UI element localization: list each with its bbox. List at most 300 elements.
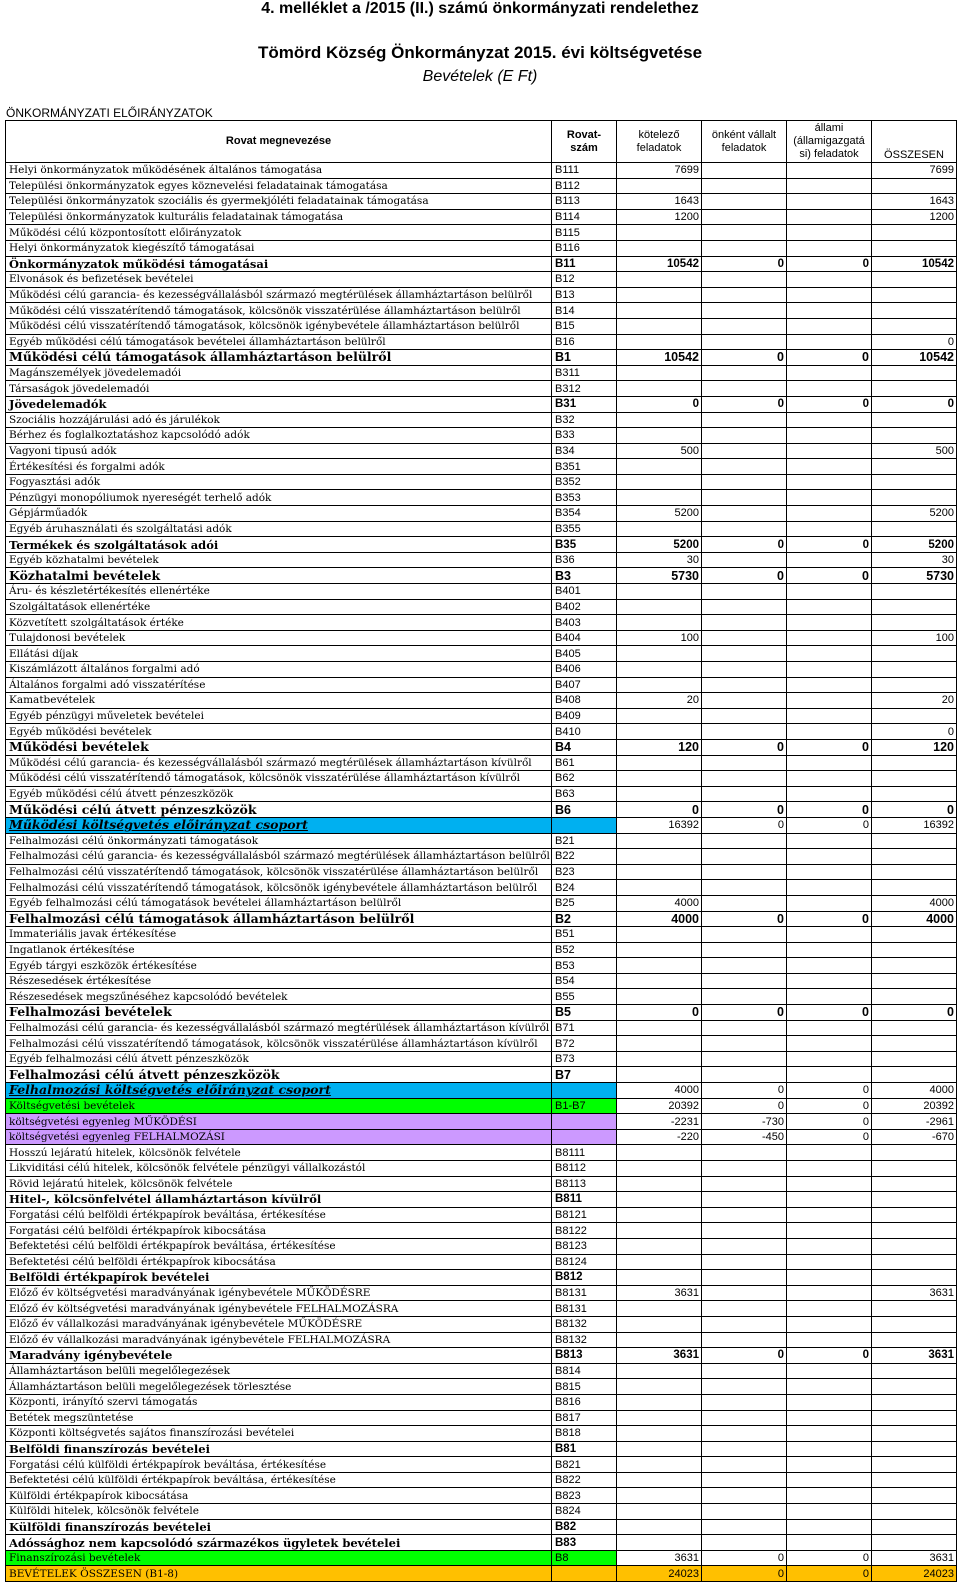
row-state: 0 <box>787 1550 872 1566</box>
row-voluntary: 0 <box>702 396 787 412</box>
row-voluntary <box>702 1504 787 1520</box>
row-name: Fogyasztási adók <box>6 474 552 490</box>
row-voluntary <box>702 927 787 943</box>
row-code <box>552 1129 617 1145</box>
row-mandatory <box>617 1535 702 1551</box>
row-mandatory <box>617 240 702 256</box>
table-row <box>6 880 957 896</box>
row-code: B53 <box>552 958 617 974</box>
row-code: B401 <box>552 584 617 600</box>
table-row <box>6 1207 957 1223</box>
row-voluntary <box>702 786 787 802</box>
row-mandatory <box>617 755 702 771</box>
row-state <box>787 880 872 896</box>
row-name: Egyéb működési célú átvett pénzeszközök <box>6 786 552 802</box>
row-voluntary <box>702 1067 787 1083</box>
table-row <box>6 334 957 350</box>
row-mandatory <box>617 1332 702 1348</box>
row-code: B8111 <box>552 1145 617 1161</box>
row-mandatory: 0 <box>617 802 702 818</box>
row-code: B63 <box>552 786 617 802</box>
row-state <box>787 1457 872 1473</box>
row-mandatory <box>617 1036 702 1052</box>
annex-title: 4. melléklet a /2015 (II.) számú önkormányzati rendelethez <box>261 0 699 17</box>
row-total <box>872 1176 957 1192</box>
row-code: B406 <box>552 662 617 678</box>
row-total <box>872 755 957 771</box>
row-mandatory <box>617 942 702 958</box>
row-state <box>787 1020 872 1036</box>
row-code <box>552 1566 617 1582</box>
row-total <box>872 1394 957 1410</box>
page-title: Tömörd Község Önkormányzat 2015. évi költségvetése <box>257 43 703 62</box>
row-code: B814 <box>552 1363 617 1379</box>
row-code: B354 <box>552 506 617 522</box>
row-voluntary <box>702 895 787 911</box>
row-mandatory <box>617 521 702 537</box>
row-total: 10542 <box>872 256 957 272</box>
row-state: 0 <box>787 739 872 755</box>
row-total <box>872 771 957 787</box>
row-state <box>787 1379 872 1395</box>
row-total: 24023 <box>872 1566 957 1582</box>
row-voluntary <box>702 194 787 210</box>
row-code: B8121 <box>552 1207 617 1223</box>
table-row <box>6 303 957 319</box>
row-state <box>787 1207 872 1223</box>
row-state <box>787 708 872 724</box>
row-voluntary <box>702 334 787 350</box>
row-state <box>787 1270 872 1286</box>
row-total <box>872 1535 957 1551</box>
row-voluntary: 0 <box>702 1083 787 1099</box>
row-voluntary: 0 <box>702 739 787 755</box>
row-mandatory: 20392 <box>617 1098 702 1114</box>
row-total: 0 <box>872 802 957 818</box>
row-code: B52 <box>552 942 617 958</box>
table-row <box>6 1379 957 1395</box>
row-mandatory <box>617 365 702 381</box>
row-name: Közvetített szolgáltatások értéke <box>6 615 552 631</box>
row-voluntary <box>702 662 787 678</box>
row-code: B113 <box>552 194 617 210</box>
table-row <box>6 615 957 631</box>
row-code: B408 <box>552 693 617 709</box>
row-voluntary <box>702 318 787 334</box>
row-voluntary <box>702 1036 787 1052</box>
column-header-mandatory: kötelező feladatok <box>617 121 702 163</box>
table-row <box>6 942 957 958</box>
row-state <box>787 194 872 210</box>
row-mandatory <box>617 1472 702 1488</box>
row-code: B8112 <box>552 1161 617 1177</box>
row-voluntary <box>702 1161 787 1177</box>
row-state <box>787 1394 872 1410</box>
row-total: 30 <box>872 552 957 568</box>
row-total <box>872 599 957 615</box>
row-total <box>872 474 957 490</box>
row-code <box>552 1114 617 1130</box>
row-mandatory <box>617 615 702 631</box>
row-total <box>872 225 957 241</box>
row-state: 0 <box>787 396 872 412</box>
row-total: 5730 <box>872 568 957 584</box>
table-row <box>6 662 957 678</box>
row-name: Finanszírozási bevételek <box>6 1550 552 1566</box>
row-state: 0 <box>787 817 872 833</box>
row-mandatory <box>617 225 702 241</box>
table-row <box>6 1441 957 1457</box>
row-mandatory: 20 <box>617 693 702 709</box>
row-voluntary <box>702 428 787 444</box>
row-state <box>787 412 872 428</box>
row-state <box>787 771 872 787</box>
row-voluntary: 0 <box>702 350 787 366</box>
row-total <box>872 1270 957 1286</box>
row-voluntary <box>702 1192 787 1208</box>
row-name: Forgatási célú belföldi értékpapírok beváltása, értékesítése <box>6 1207 552 1223</box>
row-state <box>787 490 872 506</box>
row-name: Ellátási díjak <box>6 646 552 662</box>
row-code: B816 <box>552 1394 617 1410</box>
row-state <box>787 833 872 849</box>
row-name: Hitel-, kölcsönfelvétel államháztartáson kívülről <box>6 1192 552 1208</box>
row-code <box>552 1083 617 1099</box>
row-mandatory: 3631 <box>617 1550 702 1566</box>
row-name: Jövedelemadók <box>6 396 552 412</box>
row-total <box>872 1223 957 1239</box>
row-name: Felhalmozási célú garancia- és kezességvállalásból származó megtérülések államháztartáson kívülről <box>6 1020 552 1036</box>
row-voluntary <box>702 178 787 194</box>
row-name: Likviditási célú hitelek, kölcsönök felvétele pénzügyi vállalkozástól <box>6 1161 552 1177</box>
row-total <box>872 1254 957 1270</box>
row-mandatory <box>617 474 702 490</box>
row-code: B355 <box>552 521 617 537</box>
row-code: B8132 <box>552 1332 617 1348</box>
table-row <box>6 1254 957 1270</box>
row-mandatory <box>617 708 702 724</box>
row-total <box>872 849 957 865</box>
row-name: Gépjárműadók <box>6 506 552 522</box>
row-name: Központi költségvetés sajátos finanszírozási bevételei <box>6 1426 552 1442</box>
row-state: 0 <box>787 256 872 272</box>
row-name: Belföldi értékpapírok bevételei <box>6 1270 552 1286</box>
row-state <box>787 1535 872 1551</box>
table-row <box>6 1129 957 1145</box>
row-name: Egyéb közhatalmi bevételek <box>6 552 552 568</box>
row-state <box>787 334 872 350</box>
row-name: Külföldi hitelek, kölcsönök felvétele <box>6 1504 552 1520</box>
row-name: Működési célú garancia- és kezességvállalásból származó megtérülések államháztartáson belülről <box>6 287 552 303</box>
table-row <box>6 209 957 225</box>
row-code: B82 <box>552 1519 617 1535</box>
row-mandatory <box>617 724 702 740</box>
row-name: Előző év vállalkozási maradványának igénybevétele MŰKÖDÉSRE <box>6 1316 552 1332</box>
row-voluntary <box>702 365 787 381</box>
row-name: Termékek és szolgáltatások adói <box>6 537 552 553</box>
row-voluntary <box>702 1207 787 1223</box>
row-state: 0 <box>787 1114 872 1130</box>
row-code: B8131 <box>552 1285 617 1301</box>
row-voluntary: 0 <box>702 568 787 584</box>
row-total: -670 <box>872 1129 957 1145</box>
row-total <box>872 708 957 724</box>
table-row <box>6 1145 957 1161</box>
row-state <box>787 1067 872 1083</box>
table-row <box>6 490 957 506</box>
row-state <box>787 1145 872 1161</box>
row-total <box>872 1051 957 1067</box>
row-voluntary: 0 <box>702 537 787 553</box>
column-header-code: Rovat-szám <box>552 121 617 163</box>
row-total <box>872 1316 957 1332</box>
row-code: B15 <box>552 318 617 334</box>
row-state <box>787 381 872 397</box>
row-mandatory: 100 <box>617 630 702 646</box>
table-row <box>6 1488 957 1504</box>
row-state <box>787 864 872 880</box>
row-voluntary <box>702 1535 787 1551</box>
row-voluntary <box>702 755 787 771</box>
row-code: B81 <box>552 1441 617 1457</box>
row-code: B6 <box>552 802 617 818</box>
row-code: B410 <box>552 724 617 740</box>
row-name: Maradvány igénybevétele <box>6 1348 552 1364</box>
row-name: Működési célú központosított előirányzatok <box>6 225 552 241</box>
row-state <box>787 1161 872 1177</box>
table-row <box>6 1394 957 1410</box>
row-code: B8123 <box>552 1238 617 1254</box>
row-total: 3631 <box>872 1285 957 1301</box>
row-code: B33 <box>552 428 617 444</box>
row-state: 0 <box>787 1566 872 1582</box>
row-name: Működési költségvetés előirányzat csoport <box>6 817 552 833</box>
row-state: 0 <box>787 1348 872 1364</box>
row-mandatory: 5200 <box>617 537 702 553</box>
row-code: B21 <box>552 833 617 849</box>
row-voluntary <box>702 584 787 600</box>
table-row <box>6 1176 957 1192</box>
row-name: Betétek megszüntetése <box>6 1410 552 1426</box>
column-header-total: ÖSSZESEN <box>872 121 957 163</box>
row-mandatory <box>617 318 702 334</box>
row-code: B34 <box>552 443 617 459</box>
table-row <box>6 225 957 241</box>
row-state <box>787 599 872 615</box>
row-mandatory: 5200 <box>617 506 702 522</box>
row-voluntary <box>702 1254 787 1270</box>
row-total <box>872 1410 957 1426</box>
row-voluntary <box>702 1457 787 1473</box>
row-code: B404 <box>552 630 617 646</box>
row-voluntary <box>702 225 787 241</box>
row-total <box>872 786 957 802</box>
row-mandatory <box>617 864 702 880</box>
row-voluntary <box>702 1488 787 1504</box>
row-mandatory <box>617 599 702 615</box>
row-code: B815 <box>552 1379 617 1395</box>
row-state: 0 <box>787 1129 872 1145</box>
row-code: B36 <box>552 552 617 568</box>
table-row <box>6 1457 957 1473</box>
row-mandatory: 120 <box>617 739 702 755</box>
row-voluntary: 0 <box>702 1098 787 1114</box>
row-voluntary <box>702 303 787 319</box>
row-state: 0 <box>787 350 872 366</box>
row-mandatory <box>617 412 702 428</box>
row-mandatory <box>617 1519 702 1535</box>
row-voluntary <box>702 506 787 522</box>
row-total: 20 <box>872 693 957 709</box>
row-voluntary: 0 <box>702 802 787 818</box>
row-total: 4000 <box>872 1083 957 1099</box>
row-name: Települési önkormányzatok egyes köznevelési feladatainak támogatása <box>6 178 552 194</box>
row-mandatory <box>617 880 702 896</box>
row-total <box>872 880 957 896</box>
row-voluntary <box>702 490 787 506</box>
row-total <box>872 1379 957 1395</box>
table-row <box>6 1005 957 1021</box>
row-code: B312 <box>552 381 617 397</box>
row-state <box>787 615 872 631</box>
row-voluntary <box>702 443 787 459</box>
row-code: B403 <box>552 615 617 631</box>
row-state: 0 <box>787 1005 872 1021</box>
row-mandatory <box>617 973 702 989</box>
row-mandatory <box>617 1270 702 1286</box>
row-mandatory <box>617 833 702 849</box>
row-state <box>787 272 872 288</box>
row-total: 3631 <box>872 1550 957 1566</box>
table-row <box>6 1270 957 1286</box>
row-voluntary <box>702 1301 787 1317</box>
row-name: költségvetési egyenleg FELHALMOZÁSI <box>6 1129 552 1145</box>
table-row <box>6 817 957 833</box>
row-state <box>787 1223 872 1239</box>
row-voluntary <box>702 1519 787 1535</box>
row-mandatory <box>617 1161 702 1177</box>
row-code: B2 <box>552 911 617 927</box>
row-voluntary <box>702 849 787 865</box>
row-mandatory: 1200 <box>617 209 702 225</box>
row-code: B402 <box>552 599 617 615</box>
row-name: Szociális hozzájárulási adó és járulékok <box>6 412 552 428</box>
row-mandatory: 10542 <box>617 256 702 272</box>
row-voluntary <box>702 1332 787 1348</box>
table-row <box>6 459 957 475</box>
row-total <box>872 1332 957 1348</box>
row-state: 0 <box>787 1098 872 1114</box>
row-voluntary: 0 <box>702 1005 787 1021</box>
row-mandatory <box>617 662 702 678</box>
row-mandatory <box>617 1316 702 1332</box>
row-voluntary <box>702 942 787 958</box>
row-mandatory <box>617 1176 702 1192</box>
row-name: Adóssághoz nem kapcsolódó származékos ügyletek bevételei <box>6 1535 552 1551</box>
row-total: 1200 <box>872 209 957 225</box>
row-voluntary <box>702 459 787 475</box>
row-name: BEVÉTELEK ÖSSZESEN (B1-8) <box>6 1566 552 1582</box>
row-name: Felhalmozási célú támogatások államháztartáson belülről <box>6 911 552 927</box>
row-total <box>872 1207 957 1223</box>
row-voluntary <box>702 646 787 662</box>
table-row <box>6 163 957 179</box>
row-voluntary <box>702 1410 787 1426</box>
row-voluntary <box>702 552 787 568</box>
table-row <box>6 755 957 771</box>
table-row <box>6 1114 957 1130</box>
table-row <box>6 428 957 444</box>
row-state: 0 <box>787 802 872 818</box>
table-row <box>6 693 957 709</box>
row-state <box>787 1488 872 1504</box>
row-code: B409 <box>552 708 617 724</box>
row-code: B8131 <box>552 1301 617 1317</box>
row-name: Befektetési célú külföldi értékpapírok beváltása, értékesítése <box>6 1472 552 1488</box>
row-code: B83 <box>552 1535 617 1551</box>
row-mandatory <box>617 584 702 600</box>
row-total <box>872 927 957 943</box>
table-row <box>6 1363 957 1379</box>
row-voluntary <box>702 1145 787 1161</box>
row-code: B1-B7 <box>552 1098 617 1114</box>
row-total: 10542 <box>872 350 957 366</box>
table-row <box>6 1285 957 1301</box>
row-name: Működési célú visszatérítendő támogatások, kölcsönök visszatérülése államháztartáson belülről <box>6 303 552 319</box>
table-row <box>6 677 957 693</box>
row-code: B116 <box>552 240 617 256</box>
row-name: Külföldi finanszírozás bevételei <box>6 1519 552 1535</box>
row-mandatory <box>617 849 702 865</box>
row-code: B11 <box>552 256 617 272</box>
row-state <box>787 1051 872 1067</box>
row-state <box>787 178 872 194</box>
table-row <box>6 287 957 303</box>
row-mandatory: 7699 <box>617 163 702 179</box>
row-state <box>787 240 872 256</box>
row-total <box>872 1067 957 1083</box>
row-code: B822 <box>552 1472 617 1488</box>
table-row <box>6 771 957 787</box>
row-name: Működési célú átvett pénzeszközök <box>6 802 552 818</box>
row-total <box>872 973 957 989</box>
row-state <box>787 786 872 802</box>
table-row <box>6 1426 957 1442</box>
row-voluntary <box>702 1379 787 1395</box>
column-header-state: állami (államigazgatá si) feladatok <box>787 121 872 163</box>
row-name: költségvetési egyenleg MŰKÖDÉSI <box>6 1114 552 1130</box>
row-code: B115 <box>552 225 617 241</box>
row-state <box>787 552 872 568</box>
row-total <box>872 1161 957 1177</box>
table-row <box>6 194 957 210</box>
row-code: B818 <box>552 1426 617 1442</box>
table-row <box>6 178 957 194</box>
row-mandatory <box>617 287 702 303</box>
row-mandatory <box>617 1238 702 1254</box>
row-voluntary <box>702 163 787 179</box>
row-state <box>787 584 872 600</box>
row-state <box>787 755 872 771</box>
row-name: Forgatási célú külföldi értékpapírok beváltása, értékesítése <box>6 1457 552 1473</box>
row-code: B73 <box>552 1051 617 1067</box>
row-name: Helyi önkormányzatok működésének általános támogatása <box>6 163 552 179</box>
row-mandatory <box>617 303 702 319</box>
table-row <box>6 646 957 662</box>
row-state <box>787 662 872 678</box>
row-mandatory <box>617 459 702 475</box>
row-code: B112 <box>552 178 617 194</box>
